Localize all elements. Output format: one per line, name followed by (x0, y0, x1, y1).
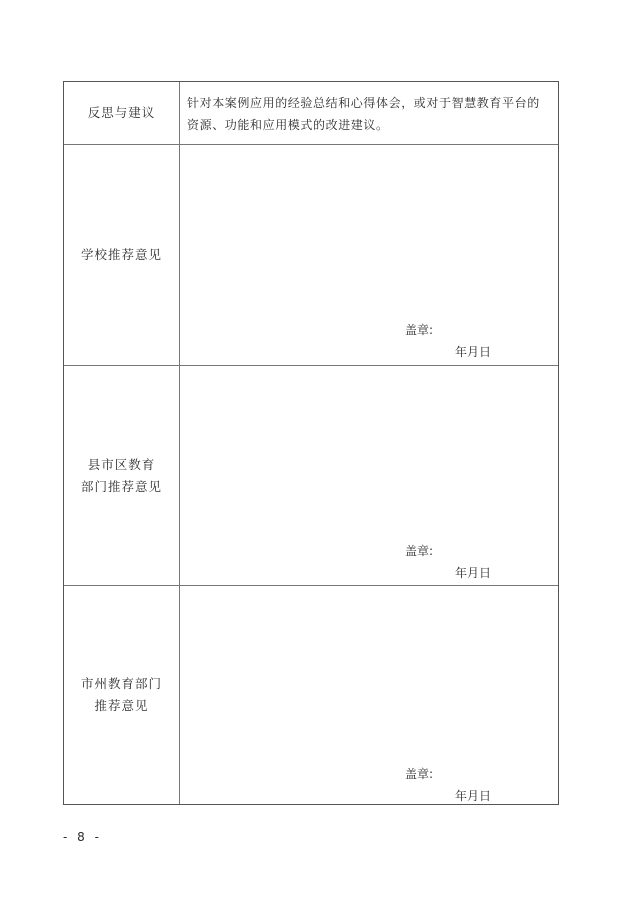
county-label-line1: 县市区教育 (87, 456, 156, 472)
city-label-cell (64, 586, 180, 804)
county-opinion-area[interactable] (180, 366, 558, 585)
city-seal-label: 盖章: (405, 767, 434, 781)
reflection-label: 反思与建议 (87, 105, 156, 120)
recommendation-form-table (63, 81, 559, 805)
reflection-row (64, 82, 558, 145)
reflection-description: 针对本案例应用的经验总结和心得体会，或对于智慧教育平台的资源、功能和应用模式的改进建议。 (187, 96, 540, 132)
county-date-label: 年月日 (455, 566, 492, 580)
reflection-content-cell (180, 82, 558, 144)
city-label-line1: 市州教育部门 (80, 676, 162, 691)
county-seal-label: 盖章: (405, 544, 434, 558)
county-label-line2: 部门推荐意见 (80, 478, 162, 494)
school-seal-label: 盖章: (405, 323, 434, 337)
city-opinion-area[interactable] (180, 586, 558, 804)
city-date-label: 年月日 (455, 789, 492, 803)
reflection-label-cell (64, 82, 180, 144)
school-recommendation-row (64, 145, 558, 366)
county-recommendation-row (64, 366, 558, 586)
city-label-line2: 推荐意见 (94, 698, 149, 713)
page-number: - 8 - (63, 830, 102, 844)
county-label-cell (64, 366, 180, 585)
school-label-cell (64, 145, 180, 365)
school-opinion-area[interactable] (180, 145, 558, 365)
school-label: 学校推荐意见 (80, 247, 162, 262)
city-recommendation-row (64, 586, 558, 804)
school-date-label: 年月日 (455, 345, 492, 359)
